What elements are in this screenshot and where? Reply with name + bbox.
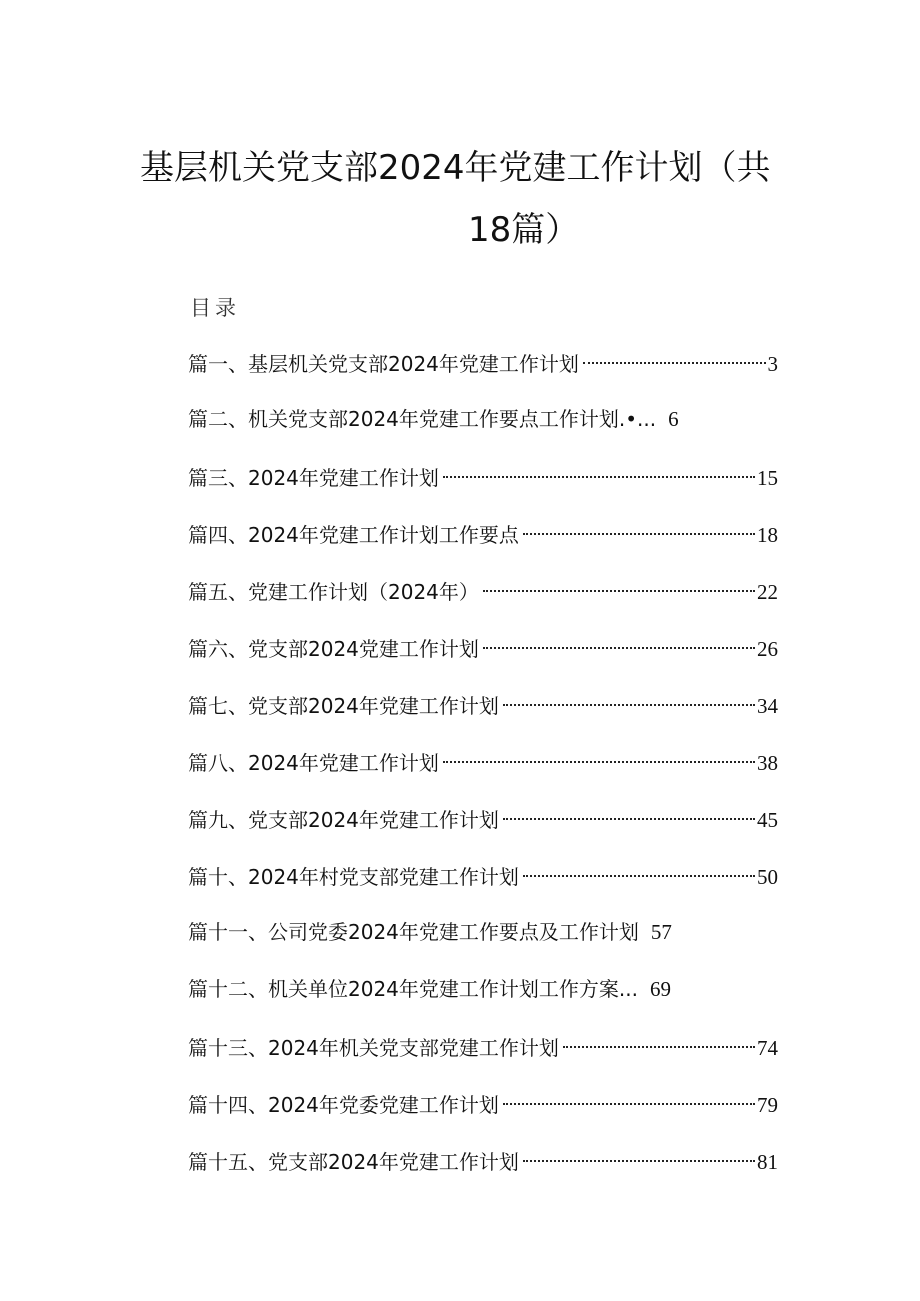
toc-dot-leader <box>583 336 766 364</box>
toc-entry-page-number: 50 <box>757 865 778 889</box>
toc-entry[interactable] <box>188 514 778 571</box>
toc-entry-label: 篇五、党建工作计划（2024年） <box>188 580 479 604</box>
toc-entry-page-number: 38 <box>757 751 778 775</box>
toc-heading: 目录 <box>190 296 240 320</box>
toc-dot-leader <box>503 678 755 706</box>
toc-entry[interactable] <box>188 628 778 685</box>
toc-entry-label: 篇十二、机关单位2024年党建工作计划工作方案... <box>188 977 638 1001</box>
toc-entry-page-number: 45 <box>757 808 778 832</box>
toc-entry-label: 篇十三、2024年机关党支部党建工作计划 <box>188 1036 559 1060</box>
toc-entry[interactable] <box>188 457 778 514</box>
toc-entry-page-number: 81 <box>757 1150 778 1174</box>
toc-entry-label: 篇七、党支部2024年党建工作计划 <box>188 694 499 718</box>
toc-entry-label: 篇四、2024年党建工作计划工作要点 <box>188 523 519 547</box>
toc-dot-leader <box>443 450 755 478</box>
toc-entry-label: 篇一、基层机关党支部2024年党建工作计划 <box>188 352 579 376</box>
document-title-line2: 18篇） <box>468 210 580 250</box>
toc-entry[interactable] <box>188 400 778 457</box>
toc-entry-page-number: 57 <box>650 920 672 944</box>
toc-entry[interactable] <box>188 742 778 799</box>
toc-dot-leader <box>660 393 666 419</box>
toc-entry-label: 篇九、党支部2024年党建工作计划 <box>188 808 499 832</box>
toc-dot-leader <box>523 507 755 535</box>
toc-entry-label: 篇二、机关党支部2024年党建工作要点工作计划.•... <box>188 407 657 431</box>
toc-dot-leader <box>563 1020 755 1048</box>
toc-dot-leader <box>503 792 755 820</box>
toc-entry-page-number: 69 <box>649 977 671 1001</box>
toc-entry-page-number: 22 <box>757 580 778 604</box>
toc-entry[interactable] <box>188 970 778 1027</box>
toc-entry[interactable] <box>188 1027 778 1084</box>
toc-entry-label: 篇六、党支部2024党建工作计划 <box>188 637 479 661</box>
toc-entry-label: 篇十四、2024年党委党建工作计划 <box>188 1093 499 1117</box>
toc-dot-leader <box>503 1077 755 1105</box>
toc-entry[interactable] <box>188 685 778 742</box>
toc-entry[interactable] <box>188 1141 778 1198</box>
toc-entry[interactable] <box>188 343 778 400</box>
toc-entry-page-number: 15 <box>757 466 778 490</box>
toc-entry-label: 篇三、2024年党建工作计划 <box>188 466 439 490</box>
toc-entry-page-number: 18 <box>757 523 778 547</box>
toc-dot-leader <box>642 963 648 989</box>
toc-dot-leader <box>483 564 755 592</box>
toc-entry-label: 篇十、2024年村党支部党建工作计划 <box>188 865 519 889</box>
toc-entry-page-number: 3 <box>767 352 778 376</box>
toc-dot-leader <box>523 1134 755 1162</box>
toc-entry-page-number: 74 <box>757 1036 778 1060</box>
document-title-line1: 基层机关党支部2024年党建工作计划（共 <box>140 148 771 188</box>
toc-entry-page-number: 34 <box>757 694 778 718</box>
toc-entry-label: 篇十一、公司党委2024年党建工作要点及工作计划 <box>188 920 639 944</box>
toc-dot-leader <box>643 906 649 932</box>
toc-entry[interactable] <box>188 1084 778 1141</box>
toc-entry-page-number: 26 <box>757 637 778 661</box>
toc-dot-leader <box>443 735 755 763</box>
table-of-contents <box>188 343 778 1198</box>
toc-dot-leader <box>483 621 755 649</box>
toc-entry-label: 篇八、2024年党建工作计划 <box>188 751 439 775</box>
toc-entry-page-number: 6 <box>668 407 679 431</box>
toc-entry[interactable] <box>188 913 778 970</box>
toc-entry[interactable] <box>188 571 778 628</box>
toc-entry[interactable] <box>188 856 778 913</box>
toc-entry-label: 篇十五、党支部2024年党建工作计划 <box>188 1150 519 1174</box>
toc-entry-page-number: 79 <box>757 1093 778 1117</box>
toc-entry[interactable] <box>188 799 778 856</box>
toc-dot-leader <box>523 849 755 877</box>
